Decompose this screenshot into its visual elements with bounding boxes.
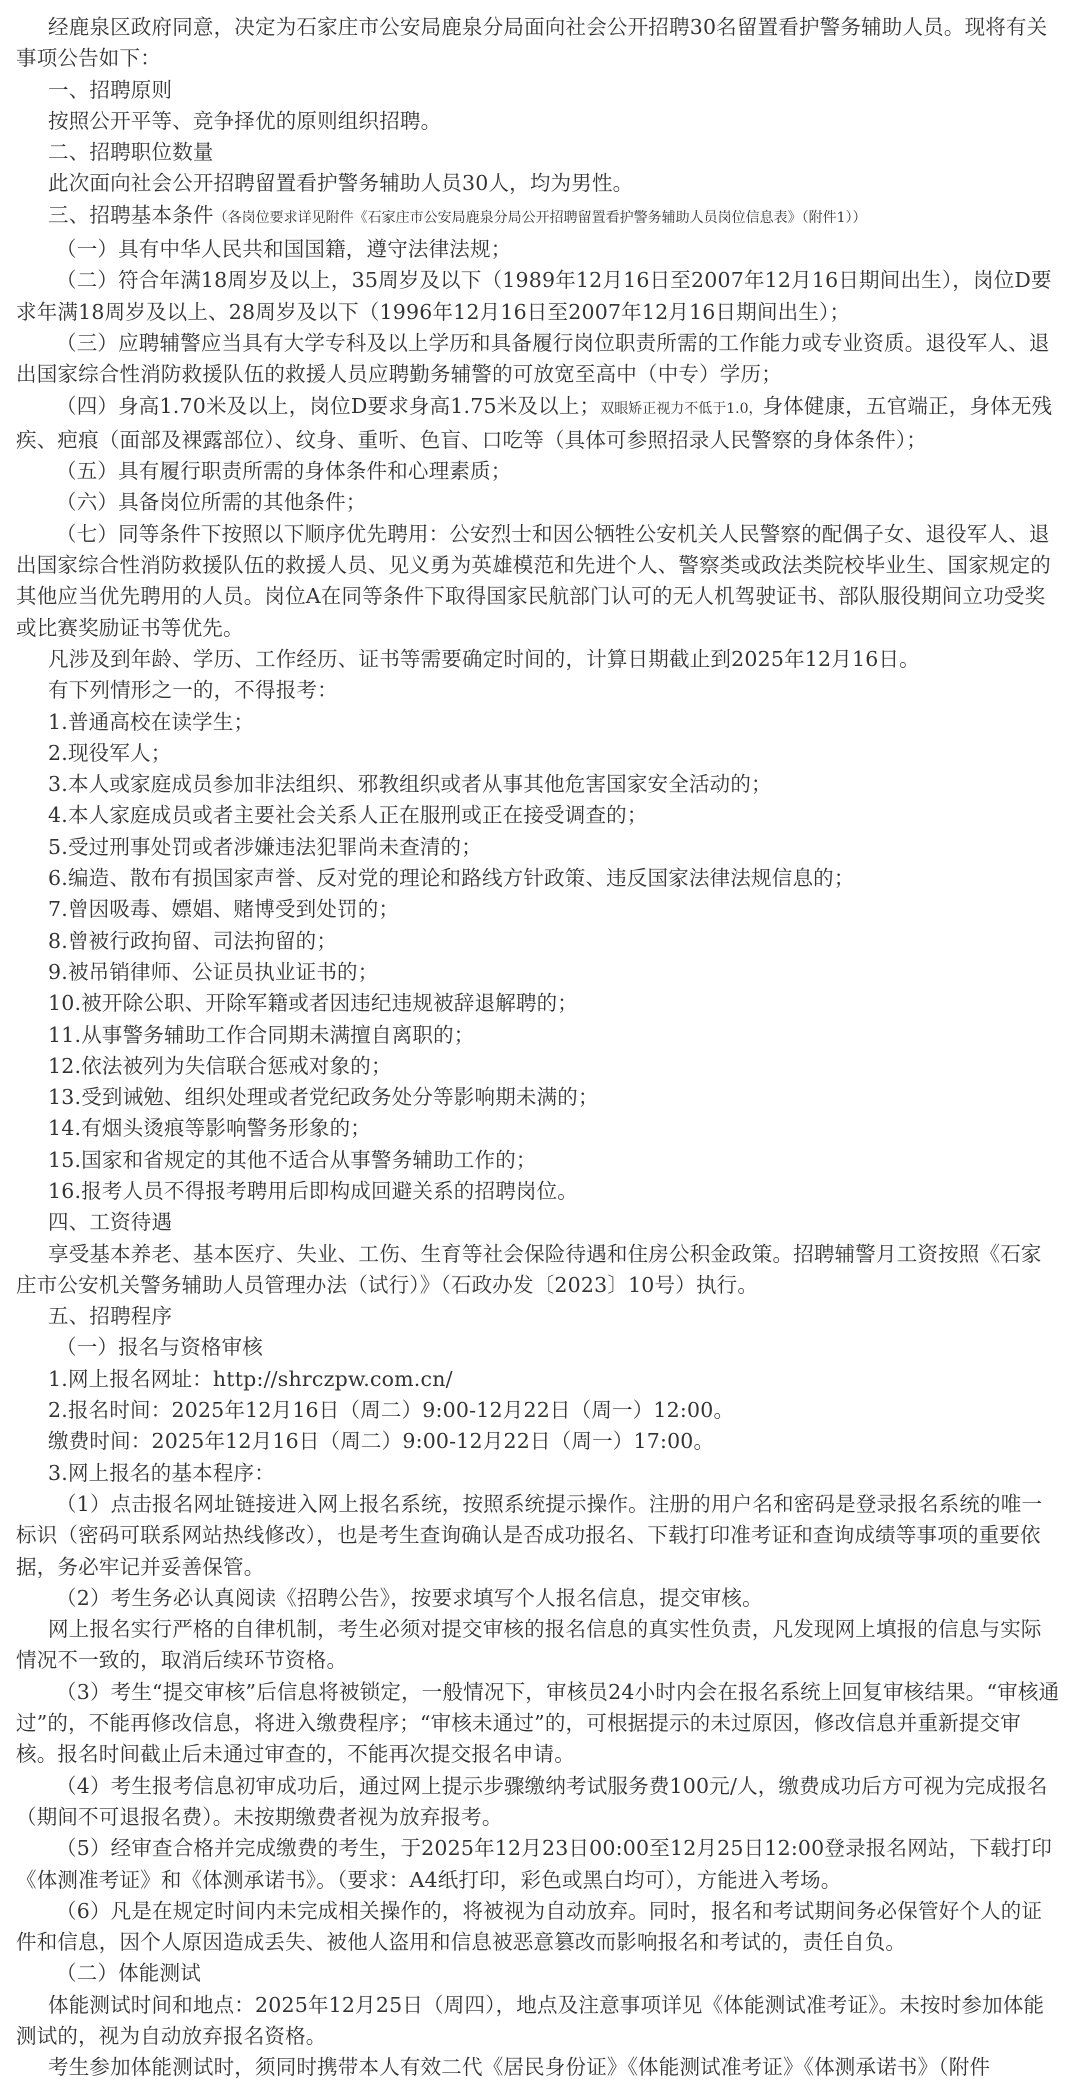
exclusion-item: 2.现役军人；	[48, 740, 172, 765]
fitness-test-time: 体能测试时间和地点：2025年12月25日（周四），地点及注意事项详见《体能测试准考证》。未按时参加体能测试的，视为自动放弃报名资格。	[16, 1992, 1045, 2048]
condition-health-text: 身体健康，五官端正，身体无残疾、疤痕（面部及裸露部位）、纹身、重听、色盲、口吃等（具体可参照招录人民警察的身体条件）；	[16, 393, 1053, 452]
exclusion-item: 13.受到诫勉、组织处理或者党纪政务处分等影响期未满的；	[48, 1085, 599, 1110]
exclusion-item: 10.被开除公职、开除军籍或者因违纪违规被辞退解聘的；	[48, 991, 579, 1016]
registration-step: （5）经审查合格并完成缴费的考生，于2025年12月23日00:00至12月25日12:00登录报名网站，下载打印《体测准考证》和《体测承诺书》。（要求：A4纸打印，彩色或黑白均可），方能进入考场。	[16, 1836, 1053, 1892]
intro-paragraph: 经鹿泉区政府同意，决定为石家庄市公安局鹿泉分局面向社会公开招聘30名留置看护警务辅助人员。现将有关事项公告如下：	[16, 15, 1048, 71]
registration-step: （1）点击报名网址链接进入网上报名系统，按照系统提示操作。注册的用户名和密码是登录报名系统的唯一标识（密码可联系网站热线修改），也是考生查询确认是否成功报名、下载打印准考证和查询成绩等事项的重要依据，务必牢记并妥善保管。	[16, 1491, 1043, 1579]
principle-paragraph: 按照公开平等、竞争择优的原则组织招聘。	[48, 108, 442, 133]
registration-time: 2.报名时间：2025年12月16日（周二）9:00-12月22日（周一）12:00。	[48, 1398, 735, 1423]
condition-item: （五）具有履行职责所需的身体条件和心理素质；	[56, 459, 512, 484]
registration-step: （3）考生“提交审核”后信息将被锁定，一般情况下，审核员24小时内会在报名系统上回复审核结果。“审核通过”的，不能再修改信息，将进入缴费程序；“审核未通过”的，可根据提示的未过原因，修改信息并重新提交审核。报名时间截止后未通过审查的，不能再次提交报名申请。	[16, 1679, 1060, 1767]
salary-paragraph: 享受基本养老、基本医疗、失业、工伤、生育等社会保险待遇和住房公积金政策。招聘辅警月工资按照《石家庄市公安机关警务辅助人员管理办法（试行）》（石政办发〔2023〕10号）执行。	[16, 1241, 1042, 1297]
exclusion-intro: 有下列情形之一的，不得报考：	[48, 678, 338, 703]
exclusion-item: 8.曾被行政拘留、司法拘留的；	[48, 928, 338, 953]
section-heading-principle: 一、招聘原则	[48, 77, 173, 102]
section-heading-procedure: 五、招聘程序	[48, 1304, 173, 1329]
subsection-heading-fitness: （二）体能测试	[56, 1961, 201, 1986]
exclusion-item: 9.被吊销律师、公证员执业证书的；	[48, 959, 379, 984]
exclusion-item: 14.有烟头烫痕等影响警务形象的；	[48, 1116, 372, 1141]
exclusion-item: 5.受过刑事处罚或者涉嫌违法犯罪尚未查清的；	[48, 834, 482, 859]
registration-step: （6）凡是在规定时间内未完成相关操作的，将被视为自动放弃。同时，报名和考试期间务必保管好个人的证件和信息，因个人原因造成丢失、被他人盗用和信息被恶意篡改而影响报名和考试的，责任自负。	[16, 1898, 1043, 1955]
registration-steps-intro: 3.网上报名的基本程序：	[48, 1460, 275, 1485]
vision-note: 双眼矫正视力不低于1.0，	[600, 400, 763, 417]
condition-item: （二）符合年满18周岁及以上，35周岁及以下（1989年12月16日至2007年12月16日期间出生），岗位D要求年满18周岁及以上、28周岁及以下（1996年12月16日至2007年12月16日期间出生）；	[16, 268, 1052, 324]
condition-item	[16, 391, 1062, 457]
section-heading-conditions	[16, 200, 1062, 234]
fitness-test-documents: 考生参加体能测试时，须同时携带本人有效二代《居民身份证》《体能测试准考证》《体测承诺书》（附件	[48, 2055, 991, 2080]
quota-paragraph: 此次面向社会公开招聘留置看护警务辅助人员30人，均为男性。	[48, 171, 634, 196]
registration-url: 1.网上报名网址：http://shrczpw.com.cn/	[48, 1366, 453, 1391]
section-heading-conditions-text: 三、招聘基本条件	[48, 202, 214, 227]
exclusion-item: 1.普通高校在读学生；	[48, 709, 255, 734]
cutoff-date-paragraph: 凡涉及到年龄、学历、工作经历、证书等需要确定时间的，计算日期截止到2025年12月16日。	[48, 646, 920, 671]
self-discipline-paragraph: 网上报名实行严格的自律机制，考生必须对提交审核的报名信息的真实性负责，凡发现网上填报的信息与实际情况不一致的，取消后续环节资格。	[16, 1617, 1042, 1673]
attachment-note: （各岗位要求详见附件《石家庄市公安局鹿泉分局公开招聘留置看护警务辅助人员岗位信息表》（附件1））	[213, 209, 867, 226]
exclusion-item: 12.依法被列为失信联合惩戒对象的；	[48, 1053, 392, 1078]
exclusion-item: 4.本人家庭成员或者主要社会关系人正在服刑或正在接受调查的；	[48, 803, 648, 828]
registration-step: （2）考生务必认真阅读《招聘公告》，按要求填写个人报名信息，提交审核。	[56, 1585, 763, 1610]
subsection-heading-registration: （一）报名与资格审核	[56, 1335, 263, 1360]
condition-height-text: （四）身高1.70米及以上，岗位D要求身高1.75米及以上；	[56, 393, 601, 418]
exclusion-item: 15.国家和省规定的其他不适合从事警务辅助工作的；	[48, 1147, 537, 1172]
condition-item: （一）具有中华人民共和国国籍，遵守法律法规；	[56, 237, 512, 262]
exclusion-item: 3.本人或家庭成员参加非法组织、邪教组织或者从事其他危害国家安全活动的；	[48, 772, 772, 797]
exclusion-item: 11.从事警务辅助工作合同期未满擅自离职的；	[48, 1022, 475, 1047]
section-heading-salary: 四、工资待遇	[48, 1210, 173, 1235]
registration-step: （4）考生报考信息初审成功后，通过网上提示步骤缴纳考试服务费100元/人，缴费成功后方可视为完成报名（期间不可退报名费）。未按期缴费者视为放弃报考。	[16, 1773, 1048, 1829]
condition-item: （六）具备岗位所需的其他条件；	[56, 490, 367, 515]
payment-time: 缴费时间：2025年12月16日（周二）9:00-12月22日（周一）17:00。	[48, 1429, 715, 1454]
section-heading-quota: 二、招聘职位数量	[48, 140, 214, 165]
exclusion-item: 7.曾因吸毒、嫖娼、赌博受到处罚的；	[48, 897, 400, 922]
exclusion-item: 6.编造、散布有损国家声誉、反对党的理论和路线方针政策、违反国家法律法规信息的；	[48, 866, 855, 891]
condition-item: （七）同等条件下按照以下顺序优先聘用：公安烈士和因公牺牲公安机关人民警察的配偶子女、退役军人、退出国家综合性消防救援队伍的救援人员、见义勇为英雄模范和先进个人、警察类或政法类院校毕业生、国家规定的其他应当优先聘用的人员。岗位A在同等条件下取得国家民航部门认可的无人机驾驶证书、部队服役期间立功受奖或比赛奖励证书等优先。	[16, 521, 1051, 640]
exclusion-item: 16.报考人员不得报考聘用后即构成回避关系的招聘岗位。	[48, 1178, 579, 1203]
condition-item: （三）应聘辅警应当具有大学专科及以上学历和具备履行岗位职责所需的工作能力或专业资质。退役军人、退出国家综合性消防救援队伍的救援人员应聘勤务辅警的可放宽至高中（中专）学历；	[16, 330, 1050, 387]
